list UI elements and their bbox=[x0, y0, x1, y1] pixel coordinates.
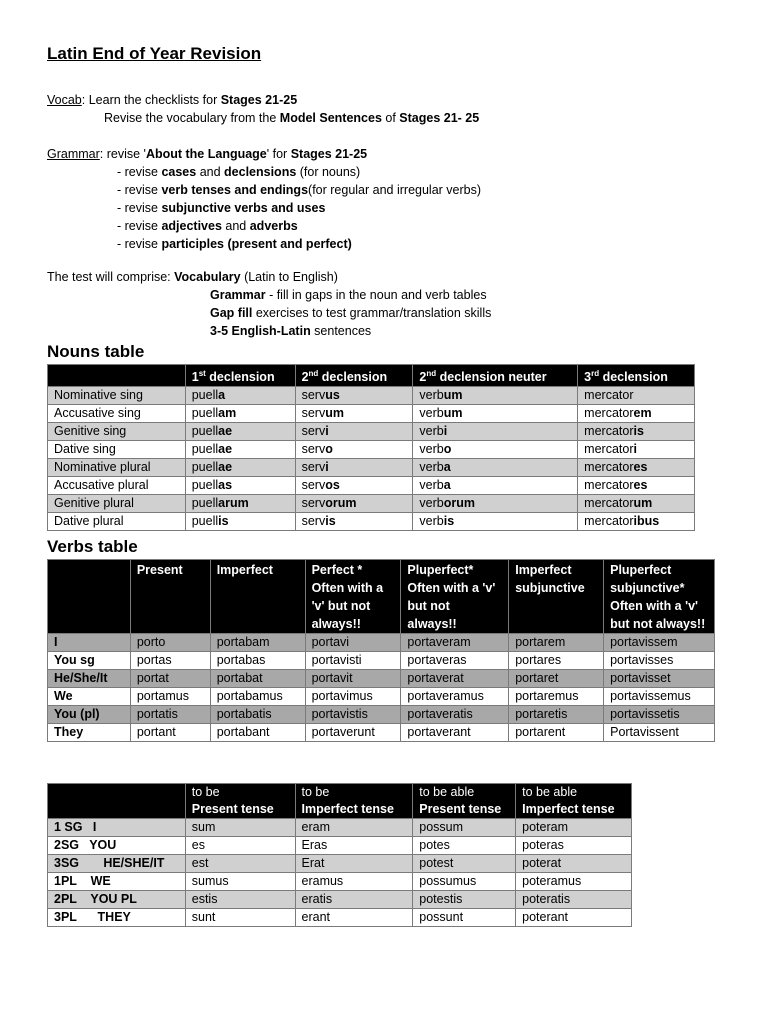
text: 3-5 English-Latin bbox=[210, 324, 311, 338]
stem: puell bbox=[191, 442, 219, 457]
stem: verb bbox=[419, 514, 444, 529]
stem: serv bbox=[301, 442, 326, 457]
text: - revise bbox=[117, 219, 162, 233]
stem: verb bbox=[419, 478, 444, 493]
verb-form: porto bbox=[130, 634, 210, 652]
verb-form: portavisset bbox=[604, 670, 715, 688]
ending: i bbox=[633, 442, 637, 457]
text: - revise bbox=[117, 237, 162, 251]
verb-form: portabat bbox=[210, 670, 305, 688]
text: adjectives bbox=[161, 219, 222, 233]
verb-form: portavistis bbox=[305, 706, 401, 724]
verb-form: portavit bbox=[305, 670, 401, 688]
noun-form bbox=[413, 477, 578, 495]
text: - revise bbox=[117, 183, 162, 197]
table-row bbox=[48, 405, 695, 423]
verb-form: eramus bbox=[295, 873, 413, 891]
verb-form: Eras bbox=[295, 837, 413, 855]
verb-form: portat bbox=[130, 670, 210, 688]
verb-form: poteras bbox=[516, 837, 632, 855]
text: declension bbox=[599, 370, 668, 385]
verb-form: portabant bbox=[210, 724, 305, 742]
person-label: 3SG HE/SHE/IT bbox=[48, 855, 186, 873]
verb-form: poteramus bbox=[516, 873, 632, 891]
stem: mercator bbox=[584, 424, 634, 439]
verb-form: portaveras bbox=[401, 652, 509, 670]
ending: i bbox=[325, 460, 329, 475]
verb-form: potes bbox=[413, 837, 516, 855]
text: subjunctive verbs and uses bbox=[161, 201, 326, 215]
noun-form bbox=[578, 495, 695, 513]
case-label: Dative sing bbox=[48, 441, 186, 459]
verb-form: est bbox=[185, 855, 295, 873]
vocab-label: Vocab bbox=[47, 93, 82, 107]
text: Stages 21-25 bbox=[290, 147, 368, 161]
verbs-header-cell: Pluperfect subjunctive* Often with a 'v' but not always!! bbox=[604, 560, 715, 634]
noun-form bbox=[578, 405, 695, 423]
case-label: Accusative plural bbox=[48, 477, 186, 495]
stem: serv bbox=[301, 478, 326, 493]
test-line-1 bbox=[47, 270, 338, 284]
text: of bbox=[381, 111, 400, 125]
noun-form bbox=[578, 477, 695, 495]
verb-form: portarent bbox=[509, 724, 604, 742]
verb-form: poterat bbox=[516, 855, 632, 873]
stem: serv bbox=[301, 424, 326, 439]
header-line-1: to be able bbox=[522, 785, 578, 799]
stem: verb bbox=[419, 424, 444, 439]
ending: os bbox=[325, 478, 340, 493]
table-row bbox=[48, 495, 695, 513]
case-label: Genitive sing bbox=[48, 423, 186, 441]
header-line-1: to be able bbox=[419, 785, 475, 799]
text: Gap fill bbox=[210, 306, 253, 320]
noun-form bbox=[578, 513, 695, 531]
table-row bbox=[48, 724, 715, 742]
verb-form: portas bbox=[130, 652, 210, 670]
table-row bbox=[48, 706, 715, 724]
nouns-header-cell bbox=[413, 365, 578, 387]
text: nd bbox=[308, 369, 319, 378]
noun-form bbox=[413, 405, 578, 423]
document bbox=[47, 44, 727, 64]
text: The test will comprise: bbox=[47, 270, 175, 284]
noun-form bbox=[578, 387, 695, 405]
text: st bbox=[198, 369, 206, 378]
stem: puell bbox=[191, 478, 219, 493]
vocab-line-2 bbox=[104, 111, 479, 125]
noun-form bbox=[295, 405, 413, 423]
table-row bbox=[48, 441, 695, 459]
noun-form bbox=[295, 459, 413, 477]
verb-form: poteram bbox=[516, 819, 632, 837]
verb-form: poteratis bbox=[516, 891, 632, 909]
verb-form: portatis bbox=[130, 706, 210, 724]
nouns-header-cell bbox=[48, 365, 186, 387]
text: verb tenses and endings bbox=[161, 183, 309, 197]
noun-form bbox=[413, 423, 578, 441]
verb-form: portaverant bbox=[401, 724, 509, 742]
table-row bbox=[48, 891, 632, 909]
noun-form bbox=[413, 441, 578, 459]
stem: serv bbox=[301, 460, 326, 475]
case-label: Accusative sing bbox=[48, 405, 186, 423]
noun-form bbox=[578, 423, 695, 441]
ending: is bbox=[325, 514, 336, 529]
ending: ae bbox=[218, 442, 233, 457]
text: (Latin to English) bbox=[240, 270, 338, 284]
person-label: We bbox=[48, 688, 131, 706]
verb-form: potestis bbox=[413, 891, 516, 909]
text: - revise bbox=[117, 201, 162, 215]
ending: um bbox=[443, 406, 463, 421]
table-row bbox=[48, 873, 632, 891]
text: Grammar bbox=[210, 288, 266, 302]
ending: es bbox=[633, 460, 648, 475]
verb-form: portaveramus bbox=[401, 688, 509, 706]
text: - fill in gaps in the noun and verb tables bbox=[265, 288, 487, 302]
to-be-header-row bbox=[48, 784, 632, 819]
text: Model Sentences bbox=[279, 111, 382, 125]
text: 3 bbox=[584, 370, 592, 385]
grammar-item bbox=[117, 183, 481, 197]
ending: o bbox=[325, 442, 333, 457]
stem: serv bbox=[301, 496, 326, 511]
person-label: 2SG YOU bbox=[48, 837, 186, 855]
verb-form: portavisti bbox=[305, 652, 401, 670]
text: Revise the vocabulary from the bbox=[104, 111, 280, 125]
grammar-label: Grammar bbox=[47, 147, 100, 161]
noun-form bbox=[185, 495, 295, 513]
header-line-2: Present tense bbox=[419, 802, 502, 816]
to-be-header-cell bbox=[516, 784, 632, 819]
noun-form bbox=[185, 387, 295, 405]
ending: a bbox=[443, 478, 451, 493]
text: Stages 21-25 bbox=[220, 93, 298, 107]
noun-form bbox=[413, 513, 578, 531]
ending: orum bbox=[443, 496, 475, 511]
grammar-item bbox=[117, 237, 352, 251]
text: (for regular and irregular verbs) bbox=[308, 183, 482, 197]
ending: am bbox=[218, 406, 237, 421]
vocab-line-1 bbox=[47, 93, 297, 107]
stem: mercator bbox=[584, 478, 634, 493]
ending: o bbox=[443, 442, 452, 457]
ending: arum bbox=[218, 496, 249, 511]
text: exercises to test grammar/translation skills bbox=[252, 306, 492, 320]
stem: verb bbox=[419, 496, 444, 511]
ending: a bbox=[443, 460, 451, 475]
nouns-header-row bbox=[48, 365, 695, 387]
header-line-1: to be bbox=[191, 785, 220, 799]
table-row bbox=[48, 652, 715, 670]
table-row bbox=[48, 909, 632, 927]
verb-form: portaret bbox=[509, 670, 604, 688]
person-label: 1PL WE bbox=[48, 873, 186, 891]
test-line-3 bbox=[210, 306, 491, 320]
text: Vocabulary bbox=[174, 270, 241, 284]
text: : Learn the checklists for bbox=[81, 93, 221, 107]
verbs-table bbox=[47, 559, 715, 742]
verb-form: portares bbox=[509, 652, 604, 670]
verb-form: portaverunt bbox=[305, 724, 401, 742]
verb-form: portaretis bbox=[509, 706, 604, 724]
text: cases bbox=[161, 165, 197, 179]
ending: is bbox=[443, 514, 455, 529]
case-label: Genitive plural bbox=[48, 495, 186, 513]
case-label: Dative plural bbox=[48, 513, 186, 531]
nouns-header-cell bbox=[295, 365, 413, 387]
text: ' for bbox=[266, 147, 291, 161]
noun-form bbox=[295, 387, 413, 405]
verb-form: portant bbox=[130, 724, 210, 742]
to-be-header-cell bbox=[48, 784, 186, 819]
ending: ae bbox=[218, 424, 233, 439]
stem: serv bbox=[301, 406, 326, 421]
stem: verb bbox=[419, 460, 444, 475]
noun-form bbox=[185, 405, 295, 423]
header-line-2: Imperfect tense bbox=[301, 802, 394, 816]
text: : revise ' bbox=[99, 147, 146, 161]
table-row bbox=[48, 819, 632, 837]
verb-form: sum bbox=[185, 819, 295, 837]
verb-form: erant bbox=[295, 909, 413, 927]
grammar-item bbox=[117, 201, 325, 215]
verb-form: portavisses bbox=[604, 652, 715, 670]
verb-form: possumus bbox=[413, 873, 516, 891]
verb-form: possunt bbox=[413, 909, 516, 927]
noun-form bbox=[185, 477, 295, 495]
text: adverbs bbox=[249, 219, 298, 233]
noun-form bbox=[578, 441, 695, 459]
verb-form: portaveram bbox=[401, 634, 509, 652]
nouns-header-cell bbox=[578, 365, 695, 387]
ending: i bbox=[325, 424, 329, 439]
to-be-header-cell bbox=[295, 784, 413, 819]
noun-form bbox=[185, 423, 295, 441]
ending: es bbox=[633, 478, 648, 493]
stem: mercator bbox=[584, 514, 634, 529]
stem: mercator bbox=[584, 406, 634, 421]
verb-form: portabas bbox=[210, 652, 305, 670]
verb-form: portavimus bbox=[305, 688, 401, 706]
header-line-2: Present tense bbox=[191, 802, 274, 816]
nouns-table bbox=[47, 364, 695, 531]
verbs-header-cell: Imperfect subjunctive bbox=[509, 560, 604, 634]
ending: a bbox=[218, 388, 226, 403]
verb-form: portavi bbox=[305, 634, 401, 652]
person-label: You sg bbox=[48, 652, 131, 670]
ending: um bbox=[633, 496, 653, 511]
verb-form: portabam bbox=[210, 634, 305, 652]
ending: i bbox=[443, 424, 448, 439]
verb-form: portabamus bbox=[210, 688, 305, 706]
text: Stages 21- 25 bbox=[399, 111, 480, 125]
verb-form: Erat bbox=[295, 855, 413, 873]
noun-form bbox=[185, 513, 295, 531]
text: nd bbox=[426, 369, 437, 378]
text: declension bbox=[318, 370, 388, 385]
text: (for nouns) bbox=[296, 165, 361, 179]
table-row bbox=[48, 387, 695, 405]
table-row bbox=[48, 670, 715, 688]
verb-form: eratis bbox=[295, 891, 413, 909]
nouns-heading: Nouns table bbox=[47, 342, 145, 361]
ending: as bbox=[218, 478, 233, 493]
verb-form: portavissem bbox=[604, 634, 715, 652]
noun-form bbox=[578, 459, 695, 477]
table-row bbox=[48, 855, 632, 873]
grammar-line bbox=[47, 147, 367, 161]
text: and bbox=[221, 219, 250, 233]
verb-form: estis bbox=[185, 891, 295, 909]
table-row bbox=[48, 688, 715, 706]
text: - revise bbox=[117, 165, 162, 179]
noun-form bbox=[295, 423, 413, 441]
nouns-header-cell bbox=[185, 365, 295, 387]
stem: puell bbox=[191, 406, 219, 421]
ending: orum bbox=[325, 496, 357, 511]
stem: puell bbox=[191, 424, 219, 439]
verb-form: portamus bbox=[130, 688, 210, 706]
table-row bbox=[48, 634, 715, 652]
noun-form bbox=[413, 459, 578, 477]
ending: is bbox=[633, 424, 644, 439]
text: sentences bbox=[310, 324, 372, 338]
stem: serv bbox=[301, 514, 326, 529]
stem: mercator bbox=[584, 388, 634, 403]
verb-form: portaverat bbox=[401, 670, 509, 688]
person-label: 3PL THEY bbox=[48, 909, 186, 927]
text: About the Language bbox=[145, 147, 267, 161]
to-be-table bbox=[47, 783, 632, 927]
verb-form: possum bbox=[413, 819, 516, 837]
test-line-2 bbox=[210, 288, 487, 302]
verbs-header-cell: Imperfect bbox=[210, 560, 305, 634]
table-row bbox=[48, 423, 695, 441]
text: 2 bbox=[301, 370, 309, 385]
noun-form bbox=[295, 513, 413, 531]
verbs-header-row bbox=[48, 560, 715, 634]
case-label: Nominative sing bbox=[48, 387, 186, 405]
to-be-header-cell bbox=[185, 784, 295, 819]
ending: is bbox=[218, 514, 229, 529]
stem: mercator bbox=[584, 496, 634, 511]
stem: verb bbox=[419, 442, 444, 457]
text: rd bbox=[591, 369, 600, 378]
verb-form: es bbox=[185, 837, 295, 855]
noun-form bbox=[185, 441, 295, 459]
text: and bbox=[196, 165, 225, 179]
page-title: Latin End of Year Revision bbox=[47, 44, 262, 63]
text: 1 bbox=[191, 370, 199, 385]
to-be-header-cell bbox=[413, 784, 516, 819]
noun-form bbox=[295, 495, 413, 513]
table-row bbox=[48, 477, 695, 495]
case-label: Nominative plural bbox=[48, 459, 186, 477]
text: declensions bbox=[224, 165, 297, 179]
person-label: You (pl) bbox=[48, 706, 131, 724]
stem: verb bbox=[419, 388, 444, 403]
verb-form: sunt bbox=[185, 909, 295, 927]
person-label: 1 SG I bbox=[48, 819, 186, 837]
person-label: I bbox=[48, 634, 131, 652]
text: declension bbox=[205, 370, 275, 385]
verb-form: sumus bbox=[185, 873, 295, 891]
noun-form bbox=[413, 387, 578, 405]
stem: puell bbox=[191, 388, 219, 403]
stem: verb bbox=[419, 406, 444, 421]
grammar-item bbox=[117, 165, 360, 179]
text: participles (present and perfect) bbox=[161, 237, 352, 251]
ending: um bbox=[443, 388, 463, 403]
verb-form: poterant bbox=[516, 909, 632, 927]
noun-form bbox=[295, 441, 413, 459]
table-row bbox=[48, 459, 695, 477]
verb-form: portarem bbox=[509, 634, 604, 652]
person-label: 2PL YOU PL bbox=[48, 891, 186, 909]
verbs-header-cell: Pluperfect* Often with a 'v' but not always!! bbox=[401, 560, 509, 634]
table-row bbox=[48, 513, 695, 531]
verbs-heading: Verbs table bbox=[47, 537, 138, 556]
verb-form: Portavissent bbox=[604, 724, 715, 742]
verb-form: potest bbox=[413, 855, 516, 873]
verb-form: portaveratis bbox=[401, 706, 509, 724]
verb-form: eram bbox=[295, 819, 413, 837]
verbs-header-cell bbox=[48, 560, 131, 634]
noun-form bbox=[413, 495, 578, 513]
verb-form: portavissemus bbox=[604, 688, 715, 706]
stem: puell bbox=[191, 460, 219, 475]
header-line-1: to be bbox=[301, 785, 330, 799]
noun-form bbox=[185, 459, 295, 477]
stem: mercator bbox=[584, 442, 634, 457]
table-row bbox=[48, 837, 632, 855]
header-line-1 bbox=[54, 784, 179, 801]
verbs-header-cell: Perfect * Often with a 'v' but not always!! bbox=[305, 560, 401, 634]
ending: ae bbox=[218, 460, 233, 475]
ending: um bbox=[325, 406, 344, 421]
stem: serv bbox=[301, 388, 326, 403]
stem: puell bbox=[191, 514, 219, 529]
stem: mercator bbox=[584, 460, 634, 475]
person-label: They bbox=[48, 724, 131, 742]
ending: us bbox=[325, 388, 340, 403]
test-line-4 bbox=[210, 324, 371, 338]
ending: em bbox=[633, 406, 652, 421]
text: declension neuter bbox=[436, 370, 547, 385]
verb-form: portavissetis bbox=[604, 706, 715, 724]
verbs-header-cell: Present bbox=[130, 560, 210, 634]
header-line-2: Imperfect tense bbox=[522, 802, 615, 816]
noun-form bbox=[295, 477, 413, 495]
person-label: He/She/It bbox=[48, 670, 131, 688]
grammar-item bbox=[117, 219, 298, 233]
verb-form: portaremus bbox=[509, 688, 604, 706]
ending: ibus bbox=[633, 514, 660, 529]
verb-form: portabatis bbox=[210, 706, 305, 724]
stem: puell bbox=[191, 496, 219, 511]
text: 2 bbox=[419, 370, 427, 385]
